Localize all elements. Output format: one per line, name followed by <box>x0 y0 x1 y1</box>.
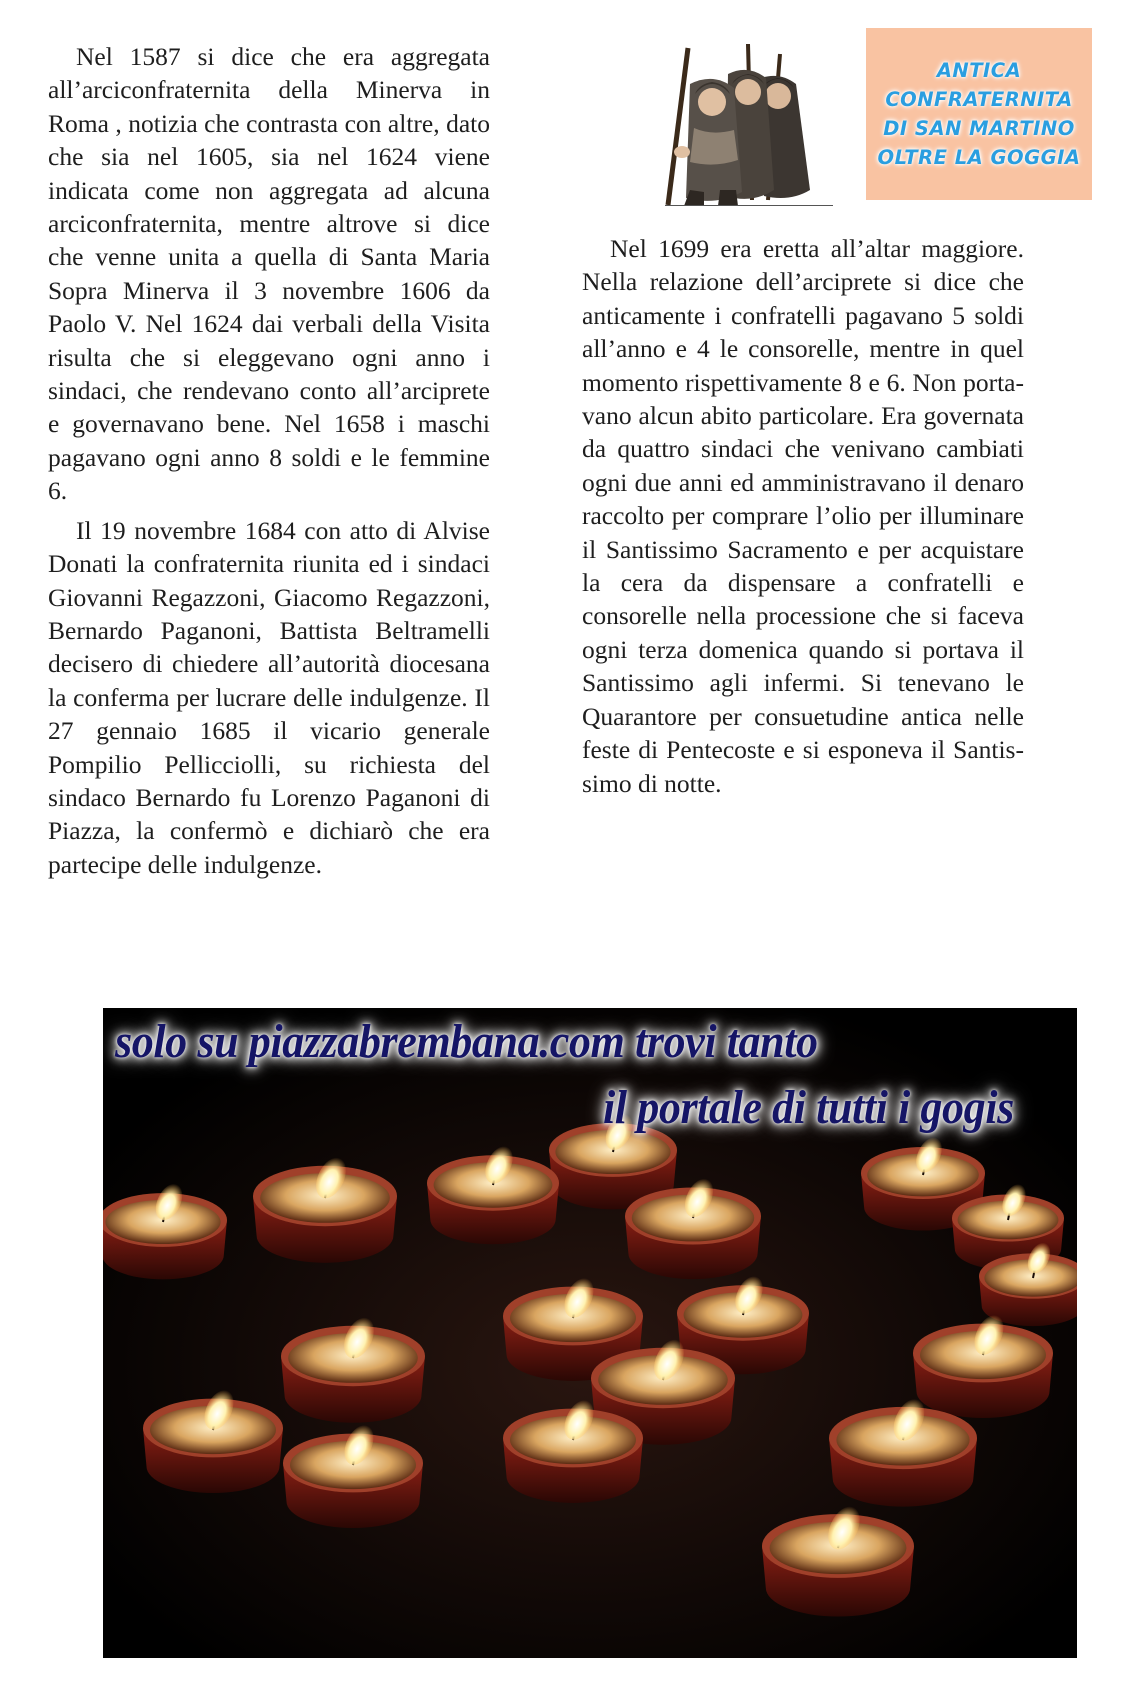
right-text-column <box>582 232 1024 800</box>
candles-photo-icon <box>103 1008 1077 1658</box>
paragraph-1587: Nel 1587 si dice che era aggregata all’arciconfraternita della Minerva in Roma , notizia che contrasta con altre, dato che sia nel 1605, sia nel 1624 viene indicata come non aggregata ad alcuna arciconfraternita, mentre altrove si dice che venne unita a quella di Santa Maria Sopra Minerva il 3 novembre 1606 da Paolo V. Nel 1624 dai verbali della Visita risulta che si eleggevano ogni anno i sindaci, che rendevano conto all’arciprete e governavano bene. Nel 1658 i maschi pagavano ogni anno 8 soldi e le femmine 6. <box>48 42 490 506</box>
badge-line-2: CONFRATERNITA <box>885 88 1073 111</box>
badge-line-1: ANTICA <box>936 59 1022 82</box>
three-monks-illustration-icon <box>660 40 840 208</box>
confraternita-badge <box>866 28 1092 200</box>
paragraph-1684: Il 19 novembre 1684 con atto di Alvise Donati la confraternita riunita ed i sindaci Giovanni Regazzoni, Giacomo Regazzoni, Bernardo Paganoni, Battista Beltramelli decisero di chiedere all’autorità diocesana la conferma per lucrare delle indulgenze. Il 27 gennaio 1685 il vicario generale Pompilio Pellicciolli, su richiesta del sindaco Bernardo fu Lorenzo Paganoni di Piazza, la confermò e dichiarò che era partecipe delle indulgenze. <box>48 515 490 879</box>
left-text-column <box>48 40 490 881</box>
badge-line-4: OLTRE LA GOGGIA <box>877 146 1081 169</box>
photo-banner-line-1: solo su piazzabrembana.com trovi tanto <box>115 1015 818 1068</box>
photo-banner-line-2: il portale di tutti i gogis <box>603 1081 1014 1134</box>
badge-line-3: DI SAN MARTINO <box>883 117 1075 140</box>
illustration-baseline <box>665 205 833 206</box>
paragraph-1699: Nel 1699 era eretta all’altar maggiore. Nella relazione dell’arciprete si dice che anticamente i confratelli pagavano 5 soldi all’anno e 4 le consorelle, mentre in quel momento rispettivamente 8 e 6. Non portavano alcun abito particolare. Era governata da quattro sindaci che venivano cambiati ogni due anni ed amministravano il denaro raccolto per comprare l’olio per illuminare il Santissimo Sacramento e per acquistare la cera da dispensare a confratelli e consorelle nella processione che si faceva ogni terza domenica quando si portava il Santissimo agli infermi. Si tenevano le Quarantore per consuetudine antica nelle feste di Pentecoste e si esponeva il Santissimo di notte. <box>582 234 1024 798</box>
